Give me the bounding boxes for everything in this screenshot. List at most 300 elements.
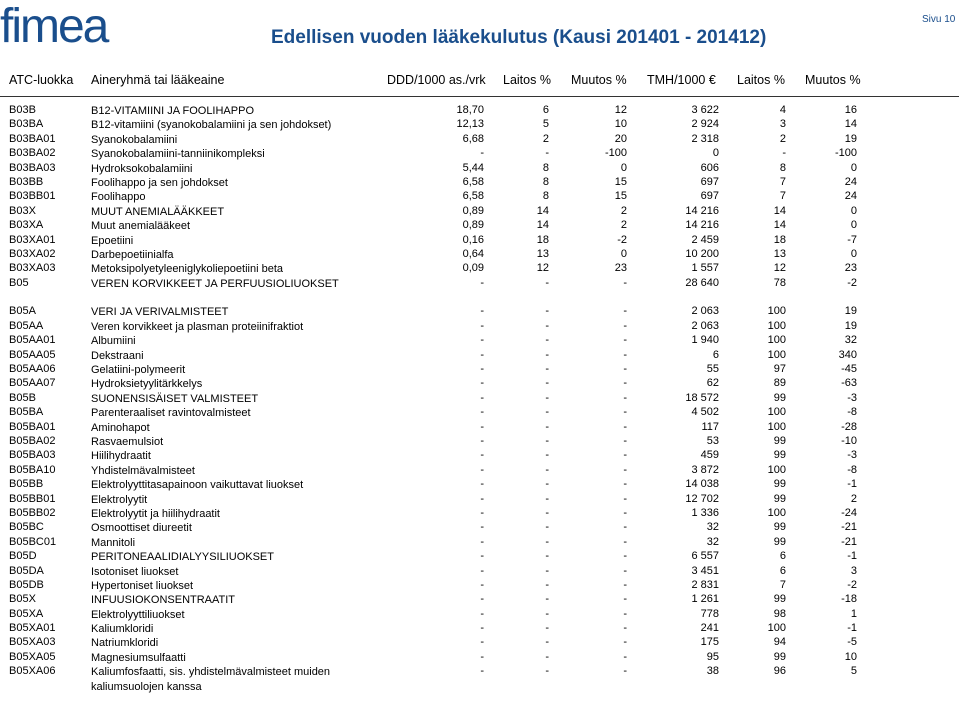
table-row — [0, 377, 959, 391]
table-row — [0, 478, 959, 492]
cell-change2-pct: 4 — [779, 104, 786, 116]
cell-atc-code: B05AA06 — [9, 363, 56, 376]
cell-name: Gelatiini-polymeerit — [91, 364, 186, 377]
cell-change1-yoy: - — [623, 305, 627, 318]
cell-change2-yoy: 24 — [844, 190, 857, 203]
cell-tmh: 2 063 — [691, 305, 719, 318]
cell-change1-yoy: - — [623, 578, 627, 591]
cell-change1-pct: 8 — [542, 190, 549, 203]
cell-change1-yoy: 15 — [614, 190, 627, 203]
cell-ddd: - — [480, 363, 484, 376]
cell-change1-yoy: - — [623, 650, 627, 663]
table-row — [0, 435, 959, 449]
cell-change2-yoy: 24 — [844, 175, 857, 188]
cell-change2-pct: 7 — [779, 175, 786, 188]
cell-change1-yoy: -100 — [604, 147, 627, 160]
cell-change1-yoy: 0 — [620, 247, 627, 260]
cell-change2-pct: 99 — [773, 650, 786, 663]
cell-change2-yoy: 16 — [844, 104, 857, 116]
table-row — [0, 651, 959, 665]
cell-change2-yoy: 0 — [850, 247, 857, 260]
table-row — [0, 190, 959, 204]
cell-tmh: 241 — [700, 622, 719, 635]
cell-change2-pct: 99 — [773, 492, 786, 505]
cell-change2-pct: 98 — [773, 607, 786, 620]
col-change1-pct: Laitos % — [503, 73, 551, 87]
cell-atc-code: B05DB — [9, 578, 44, 591]
cell-name: B12-vitamiini (syanokobalamiini ja sen johdokset) — [91, 119, 332, 132]
cell-change2-yoy: 2 — [850, 492, 857, 505]
cell-change2-yoy: 0 — [850, 161, 857, 174]
col-change2-pct: Laitos % — [737, 73, 785, 87]
cell-atc-code: B03X — [9, 204, 36, 217]
cell-atc-code: B05BC01 — [9, 535, 57, 548]
cell-change2-pct: 99 — [773, 435, 786, 447]
cell-name: Veren korvikkeet ja plasman proteiinifraktiot — [91, 320, 304, 333]
cell-atc-code: B05 — [9, 276, 29, 289]
cell-ddd: 12,13 — [456, 118, 484, 131]
table-row — [0, 147, 959, 161]
cell-tmh: 14 216 — [685, 204, 719, 217]
table-row — [0, 392, 959, 406]
cell-atc-code: B03BA — [9, 118, 44, 131]
cell-atc-code: B05BA02 — [9, 435, 56, 447]
cell-change2-pct: 100 — [767, 348, 786, 361]
cell-change2-pct: 100 — [767, 406, 786, 419]
cell-name: Elektrolyytit ja hiilihydraatit — [91, 507, 220, 520]
cell-change1-yoy: - — [623, 492, 627, 505]
cell-change2-pct: 18 — [773, 233, 786, 246]
cell-name: Yhdistelmävalmisteet — [91, 464, 195, 477]
cell-change2-pct: 100 — [767, 420, 786, 433]
cell-name: Mannitoli — [91, 536, 136, 549]
cell-atc-code: B05AA — [9, 319, 44, 332]
cell-change2-yoy: -1 — [847, 550, 857, 563]
col-group: Aineryhmä tai lääkeaine — [91, 73, 225, 87]
table-row — [0, 205, 959, 219]
cell-change2-pct: 12 — [773, 262, 786, 275]
table-row — [0, 349, 959, 363]
cell-name: Muut anemialääkeet — [91, 220, 191, 233]
cell-tmh: 2 063 — [691, 319, 719, 332]
cell-change1-pct: 13 — [536, 247, 549, 260]
cell-tmh: 1 940 — [691, 334, 719, 347]
cell-change2-pct: 96 — [773, 665, 786, 678]
cell-change1-yoy: - — [623, 276, 627, 289]
cell-change1-pct: - — [545, 607, 549, 620]
page-number: Sivu 10 — [922, 14, 956, 25]
cell-tmh: 697 — [700, 190, 719, 203]
cell-name: Kaliumkloridi — [91, 623, 154, 636]
cell-change2-yoy: 0 — [850, 204, 857, 217]
cell-atc-code: B03BB — [9, 175, 44, 188]
table-row — [0, 406, 959, 420]
table-row — [0, 277, 959, 306]
cell-atc-code: B03BA02 — [9, 147, 56, 160]
cell-ddd: - — [480, 506, 484, 519]
cell-change1-pct: - — [545, 521, 549, 534]
cell-atc-code: B05A — [9, 305, 36, 318]
cell-change1-yoy: - — [623, 420, 627, 433]
cell-name: Osmoottiset diureetit — [91, 522, 192, 535]
col-change2-yoy: Muutos % — [805, 73, 861, 87]
cell-atc-code: B05XA03 — [9, 636, 56, 649]
cell-change1-pct: - — [545, 435, 549, 447]
cell-tmh: 38 — [706, 665, 719, 678]
cell-atc-code: B05BB01 — [9, 492, 56, 505]
table-row — [0, 176, 959, 190]
cell-change2-pct: 97 — [773, 363, 786, 376]
cell-change2-yoy: -2 — [847, 276, 857, 289]
cell-tmh: 6 557 — [691, 550, 719, 563]
cell-ddd: - — [480, 449, 484, 462]
cell-change1-pct: - — [545, 463, 549, 476]
cell-change1-pct: - — [545, 564, 549, 577]
cell-tmh: 95 — [706, 650, 719, 663]
cell-tmh: 3 622 — [691, 104, 719, 116]
cell-ddd: - — [480, 420, 484, 433]
cell-name: Hiilihydraatit — [91, 450, 151, 463]
table-row — [0, 234, 959, 248]
cell-tmh: 18 572 — [685, 391, 719, 404]
cell-ddd: - — [480, 578, 484, 591]
cell-tmh: 3 872 — [691, 463, 719, 476]
cell-change1-pct: - — [545, 377, 549, 390]
col-atc: ATC-luokka — [9, 73, 74, 87]
cell-tmh: 62 — [706, 377, 719, 390]
cell-name: Aminohapot — [91, 421, 150, 434]
cell-atc-code: B05XA06 — [9, 665, 56, 678]
cell-change1-pct: - — [545, 348, 549, 361]
cell-atc-code: B05BB02 — [9, 506, 56, 519]
cell-change2-yoy: -3 — [847, 449, 857, 462]
cell-change2-pct: 94 — [773, 636, 786, 649]
cell-name: Natriumkloridi — [91, 637, 159, 650]
cell-change2-yoy: -1 — [847, 622, 857, 635]
cell-change1-pct: - — [545, 319, 549, 332]
cell-name: Hydroksokobalamiini — [91, 162, 193, 175]
cell-change1-pct: 12 — [536, 262, 549, 275]
cell-ddd: - — [480, 478, 484, 491]
cell-atc-code: B05BA10 — [9, 463, 56, 476]
cell-change1-pct: - — [545, 276, 549, 289]
cell-change2-yoy: 10 — [844, 650, 857, 663]
cell-change2-yoy: 1 — [850, 607, 857, 620]
cell-change2-yoy: -2 — [847, 578, 857, 591]
cell-ddd: 0,09 — [462, 262, 484, 275]
col-tmh: TMH/1000 € — [647, 73, 716, 87]
logo-text: fimea — [0, 2, 108, 48]
cell-change2-yoy: -8 — [847, 406, 857, 419]
cell-tmh: 0 — [712, 147, 719, 160]
cell-tmh: 3 451 — [691, 564, 719, 577]
table-row — [0, 421, 959, 435]
cell-ddd: - — [480, 535, 484, 548]
cell-name: Parenteraaliset ravintovalmisteet — [91, 407, 251, 420]
cell-name: PERITONEAALIDIALYYSILIUOKSET — [91, 551, 274, 564]
table-row — [0, 320, 959, 334]
cell-name: Hypertoniset liuokset — [91, 579, 194, 592]
cell-change2-yoy: 19 — [844, 132, 857, 145]
table-row — [0, 550, 959, 564]
cell-ddd: - — [480, 463, 484, 476]
cell-atc-code: B03XA02 — [9, 247, 56, 260]
cell-tmh: 1 261 — [691, 593, 719, 606]
cell-atc-code: B03XA01 — [9, 233, 56, 246]
cell-change1-yoy: - — [623, 363, 627, 376]
cell-change2-yoy: 19 — [844, 305, 857, 318]
cell-ddd: - — [480, 650, 484, 663]
cell-change2-pct: 99 — [773, 478, 786, 491]
cell-change2-yoy: 5 — [850, 665, 857, 678]
cell-ddd: - — [480, 593, 484, 606]
cell-atc-code: B03BA01 — [9, 132, 56, 145]
cell-change1-pct: 2 — [542, 132, 549, 145]
cell-change1-yoy: - — [623, 593, 627, 606]
cell-ddd: - — [480, 305, 484, 318]
cell-change2-yoy: 19 — [844, 319, 857, 332]
cell-tmh: 2 831 — [691, 578, 719, 591]
cell-ddd: - — [480, 276, 484, 289]
cell-change1-pct: 8 — [542, 175, 549, 188]
cell-change1-yoy: - — [623, 607, 627, 620]
cell-change1-pct: - — [545, 506, 549, 519]
cell-ddd: - — [480, 406, 484, 419]
cell-ddd: - — [480, 564, 484, 577]
table-row — [0, 521, 959, 535]
cell-name: Darbepoetiinialfa — [91, 248, 174, 261]
cell-name: Dekstraani — [91, 349, 144, 362]
table-row — [0, 118, 959, 132]
cell-change2-yoy: -5 — [847, 636, 857, 649]
cell-change1-pct: 6 — [542, 104, 549, 116]
cell-tmh: 4 502 — [691, 406, 719, 419]
cell-atc-code: B03BA03 — [9, 161, 56, 174]
cell-change1-yoy: -2 — [617, 233, 627, 246]
cell-change1-yoy: - — [623, 564, 627, 577]
cell-name: Rasvaemulsiot — [91, 436, 164, 448]
table-row — [0, 262, 959, 276]
cell-ddd: - — [480, 377, 484, 390]
cell-change2-yoy: -24 — [841, 506, 857, 519]
cell-ddd: - — [480, 391, 484, 404]
table-row — [0, 334, 959, 348]
cell-name: Metoksipolyetyleeniglykoliepoetiini beta — [91, 263, 284, 276]
cell-change1-pct: - — [545, 449, 549, 462]
cell-change1-pct: - — [545, 406, 549, 419]
cell-change2-pct: 8 — [779, 161, 786, 174]
cell-change1-yoy: 2 — [620, 204, 627, 217]
table-row — [0, 593, 959, 607]
cell-ddd: - — [480, 521, 484, 534]
cell-change2-pct: 6 — [779, 550, 786, 563]
cell-change2-yoy: 23 — [844, 262, 857, 275]
cell-atc-code: B05BA03 — [9, 449, 56, 462]
cell-atc-code: B05D — [9, 550, 37, 563]
cell-atc-code: B05XA05 — [9, 650, 56, 663]
cell-change2-pct: - — [782, 147, 786, 160]
cell-change1-pct: - — [545, 622, 549, 635]
cell-tmh: 55 — [706, 363, 719, 376]
cell-change1-yoy: - — [623, 535, 627, 548]
cell-tmh: 2 459 — [691, 233, 719, 246]
cell-name: Kaliumfosfaatti, sis. yhdistelmävalmisteet muiden kaliumsuolojen kanssa — [91, 666, 331, 693]
cell-change1-pct: - — [545, 650, 549, 663]
cell-change1-pct: - — [545, 492, 549, 505]
cell-change1-pct: - — [545, 550, 549, 563]
cell-atc-code: B05AA01 — [9, 334, 56, 347]
cell-atc-code: B03XA — [9, 219, 44, 232]
cell-change2-pct: 14 — [773, 219, 786, 232]
cell-change2-yoy: 340 — [838, 348, 857, 361]
table-row — [0, 622, 959, 636]
cell-atc-code: B05X — [9, 593, 36, 606]
cell-change2-pct: 13 — [773, 247, 786, 260]
cell-ddd: - — [480, 348, 484, 361]
cell-ddd: - — [480, 607, 484, 620]
table-row — [0, 363, 959, 377]
cell-ddd: - — [480, 334, 484, 347]
cell-tmh: 14 216 — [685, 219, 719, 232]
cell-ddd: 6,58 — [462, 190, 484, 203]
cell-change2-yoy: -21 — [841, 521, 857, 534]
cell-change1-pct: 8 — [542, 161, 549, 174]
cell-atc-code: B03XA03 — [9, 262, 56, 275]
cell-ddd: - — [480, 665, 484, 678]
cell-change1-yoy: - — [623, 377, 627, 390]
cell-ddd: - — [480, 492, 484, 505]
cell-change1-yoy: - — [623, 506, 627, 519]
cell-change2-yoy: -100 — [834, 147, 857, 160]
table-row — [0, 248, 959, 262]
cell-change2-pct: 100 — [767, 305, 786, 318]
cell-change2-yoy: -8 — [847, 463, 857, 476]
cell-ddd: - — [480, 147, 484, 160]
cell-change2-pct: 78 — [773, 276, 786, 289]
cell-tmh: 117 — [701, 420, 719, 433]
cell-change1-yoy: - — [623, 319, 627, 332]
table-row — [0, 579, 959, 593]
cell-change1-pct: 14 — [536, 219, 549, 232]
cell-name: Elektrolyyttiliuokset — [91, 608, 185, 621]
cell-atc-code: B05B — [9, 391, 36, 404]
cell-atc-code: B05AA07 — [9, 377, 56, 390]
cell-tmh: 606 — [700, 161, 719, 174]
cell-change2-pct: 7 — [779, 190, 786, 203]
cell-tmh: 32 — [706, 535, 719, 548]
table-row — [0, 493, 959, 507]
cell-change1-yoy: - — [623, 334, 627, 347]
cell-tmh: 53 — [706, 435, 719, 447]
cell-name: Magnesiumsulfaatti — [91, 651, 186, 664]
col-ddd: DDD/1000 as./vrk — [387, 73, 486, 87]
cell-change2-yoy: 3 — [850, 564, 857, 577]
cell-name: INFUUSIOKONSENTRAATIT — [91, 594, 236, 607]
table-row — [0, 608, 959, 622]
data-table — [0, 104, 959, 694]
table-row — [0, 133, 959, 147]
cell-tmh: 32 — [706, 521, 719, 534]
cell-name: Epoetiini — [91, 234, 134, 247]
cell-name: Syanokobalamiini-tanniinikompleksi — [91, 148, 265, 161]
cell-tmh: 28 640 — [685, 276, 719, 289]
cell-change2-pct: 100 — [767, 319, 786, 332]
table-row — [0, 565, 959, 579]
cell-name: VERI JA VERIVALMISTEET — [91, 306, 229, 319]
cell-name: SUONENSISÄISET VALMISTEET — [91, 392, 259, 405]
cell-change1-yoy: - — [623, 391, 627, 404]
cell-change1-yoy: 12 — [614, 104, 627, 116]
cell-change2-yoy: -7 — [847, 233, 857, 246]
cell-change1-yoy: - — [623, 463, 627, 476]
cell-change2-yoy: 0 — [850, 219, 857, 232]
cell-change2-yoy: -10 — [841, 435, 857, 447]
cell-change1-yoy: 2 — [620, 219, 627, 232]
cell-atc-code: B05BB — [9, 478, 44, 491]
cell-change1-yoy: - — [623, 348, 627, 361]
cell-name: Foolihappo ja sen johdokset — [91, 176, 228, 189]
cell-name: Syanokobalamiini — [91, 133, 178, 146]
cell-change1-pct: - — [545, 593, 549, 606]
cell-change1-yoy: - — [623, 449, 627, 462]
cell-tmh: 14 038 — [685, 478, 719, 491]
cell-change2-pct: 100 — [767, 334, 786, 347]
header-divider — [0, 96, 959, 97]
cell-name: Isotoniset liuokset — [91, 565, 179, 578]
cell-change1-yoy: - — [623, 636, 627, 649]
cell-change2-yoy: -45 — [841, 363, 857, 376]
cell-change1-yoy: - — [623, 435, 627, 447]
cell-change1-yoy: 10 — [614, 118, 627, 131]
cell-change2-yoy: 14 — [844, 118, 857, 131]
table-row — [0, 507, 959, 521]
cell-change1-pct: - — [545, 478, 549, 491]
cell-tmh: 459 — [700, 449, 719, 462]
cell-ddd: - — [480, 622, 484, 635]
cell-ddd: - — [480, 550, 484, 563]
table-row — [0, 305, 959, 319]
cell-change2-pct: 100 — [767, 463, 786, 476]
cell-change2-yoy: -28 — [841, 420, 857, 433]
cell-change2-pct: 99 — [773, 521, 786, 534]
cell-ddd: 6,58 — [462, 175, 484, 188]
cell-ddd: - — [480, 636, 484, 649]
cell-change2-yoy: -3 — [847, 391, 857, 404]
cell-ddd: - — [480, 319, 484, 332]
cell-change2-yoy: -1 — [847, 478, 857, 491]
cell-name: Foolihappo — [91, 191, 146, 204]
table-row — [0, 162, 959, 176]
cell-change2-yoy: -63 — [841, 377, 857, 390]
table-row — [0, 464, 959, 478]
cell-change1-pct: - — [545, 420, 549, 433]
cell-tmh: 697 — [700, 175, 719, 188]
cell-ddd: 0,89 — [462, 204, 484, 217]
cell-tmh: 1 557 — [691, 262, 719, 275]
cell-change1-yoy: 20 — [614, 132, 627, 145]
cell-ddd: 0,16 — [462, 233, 484, 246]
cell-tmh: 778 — [700, 607, 719, 620]
cell-ddd: 6,68 — [462, 132, 484, 145]
cell-atc-code: B05BA01 — [9, 420, 56, 433]
cell-change1-yoy: 15 — [614, 175, 627, 188]
cell-change2-yoy: -18 — [841, 593, 857, 606]
cell-change2-pct: 7 — [779, 578, 786, 591]
cell-change1-pct: - — [545, 363, 549, 376]
cell-tmh: 6 — [712, 348, 719, 361]
cell-ddd: 0,89 — [462, 219, 484, 232]
cell-change2-pct: 99 — [773, 391, 786, 404]
